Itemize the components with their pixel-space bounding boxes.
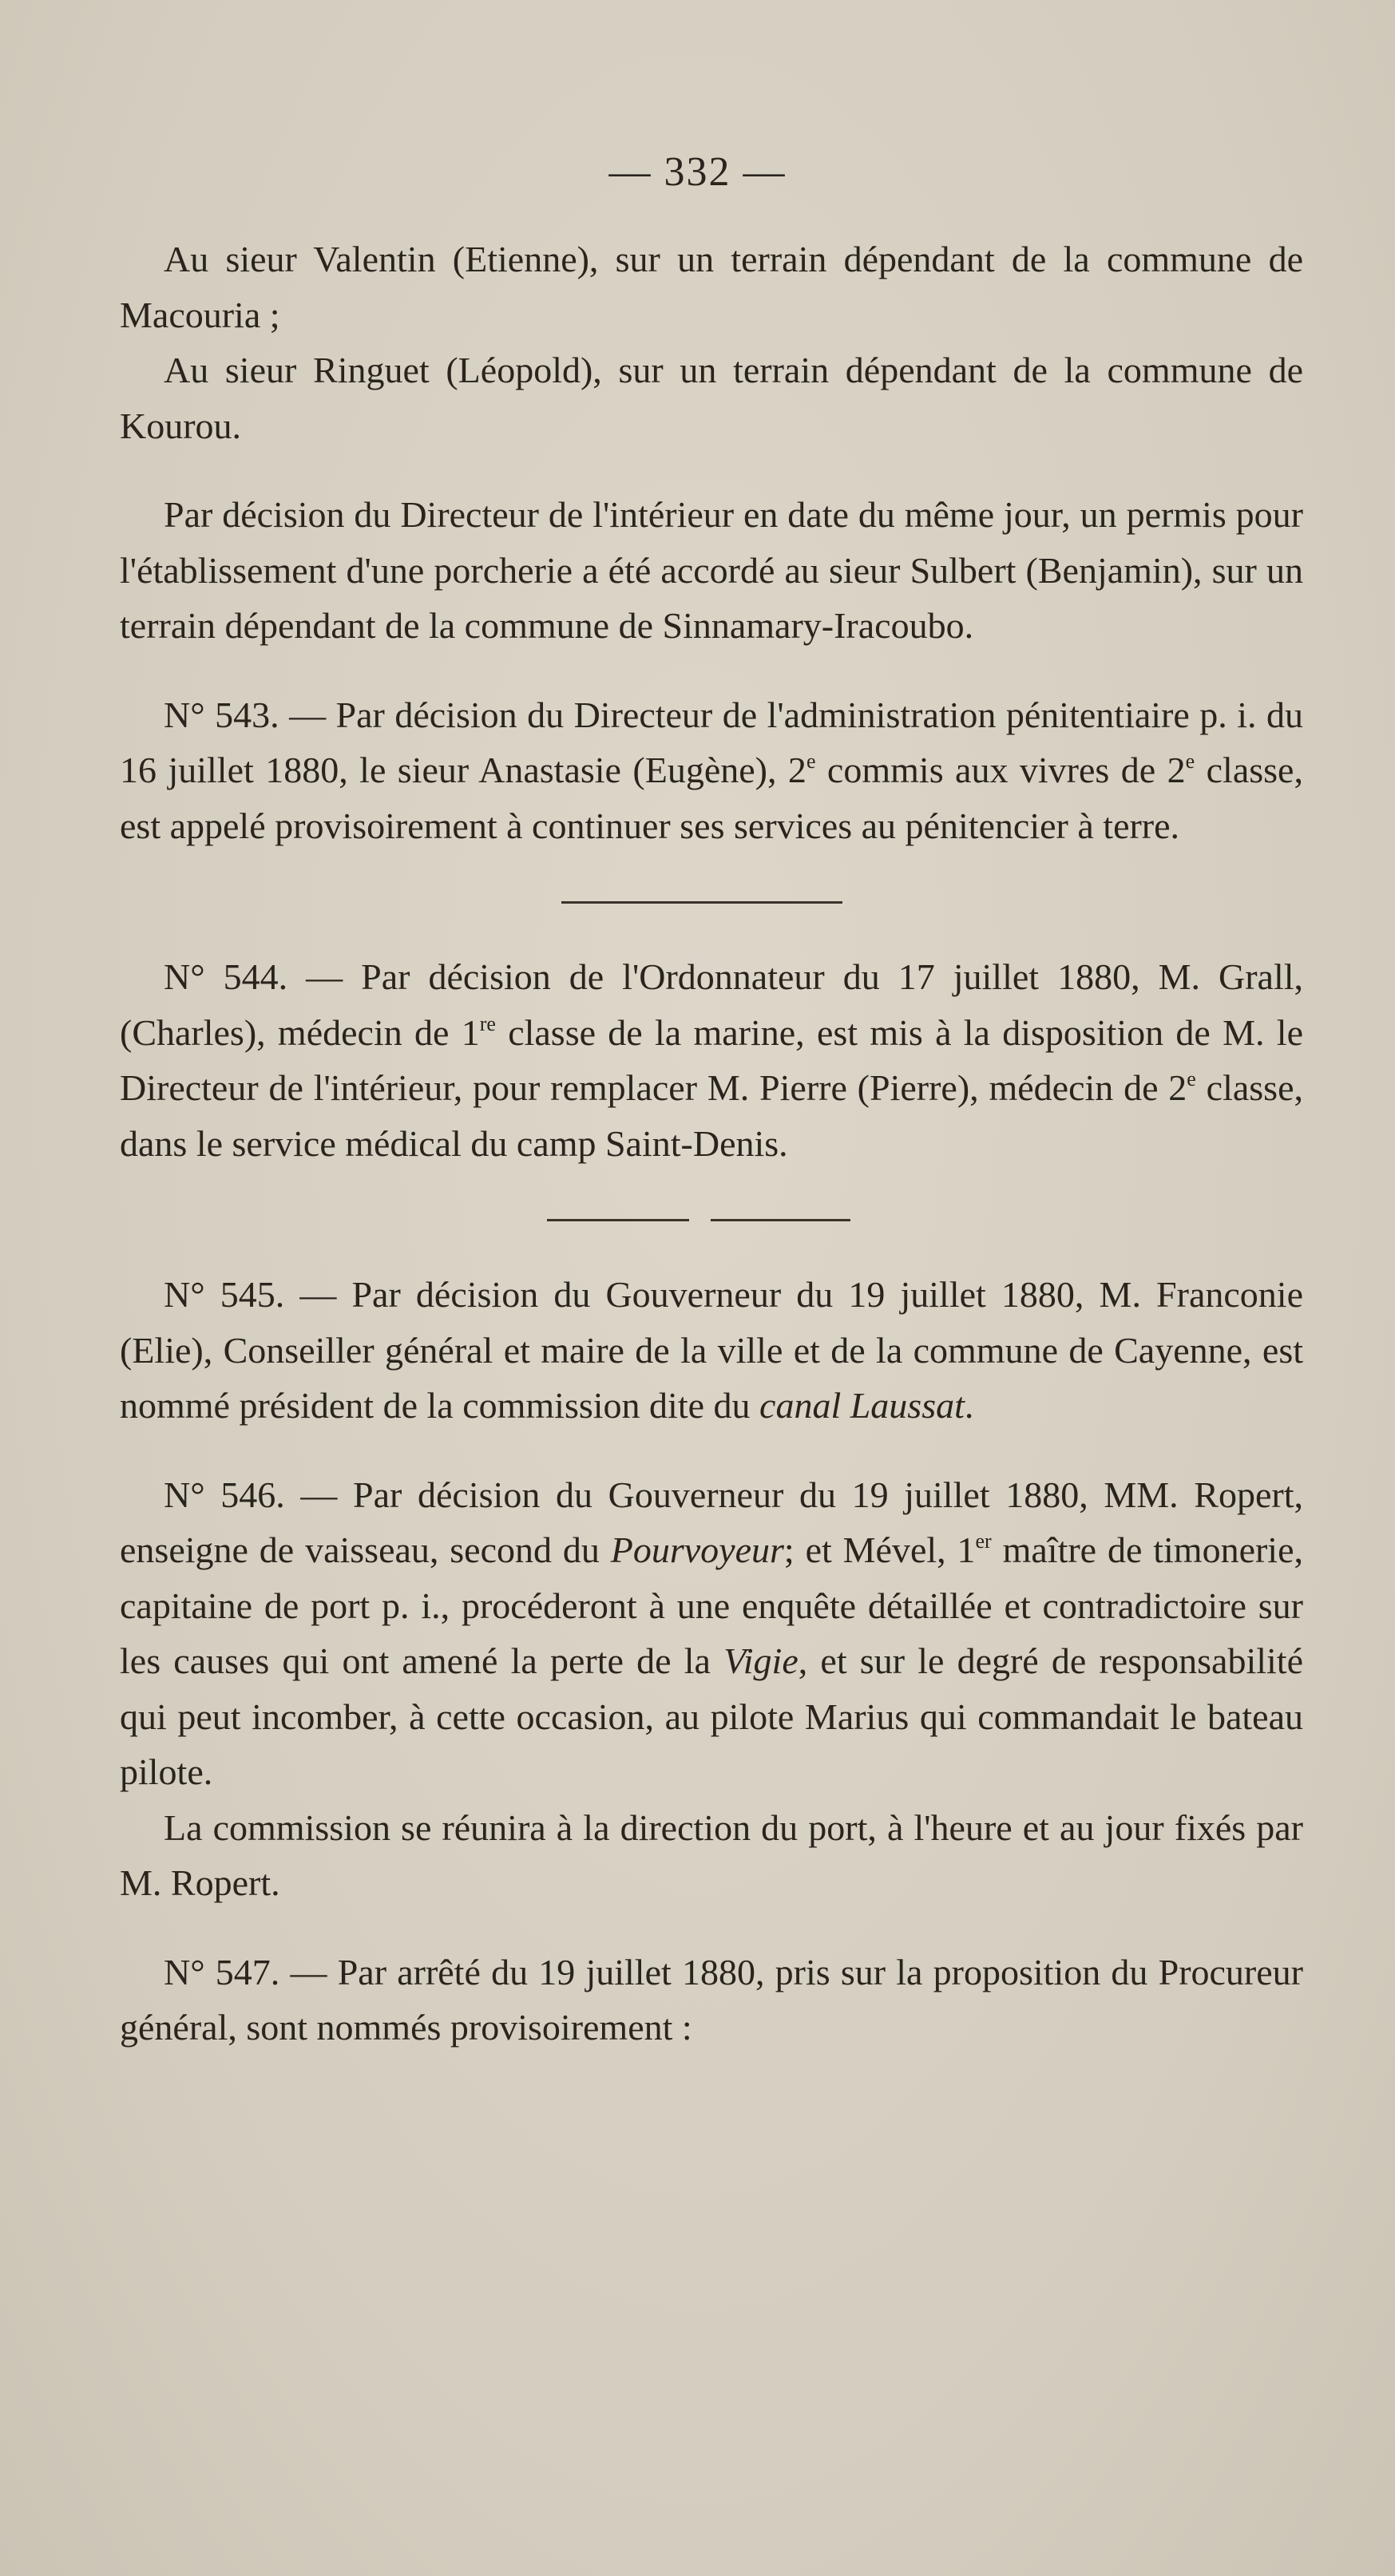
entry-546-italic2: Vigie (723, 1640, 799, 1681)
separator-line-left (547, 1219, 689, 1221)
entry-545-intro: N° 545. — Par décision du Gouverneur du 19 juillet 1880, M. Franconie (Elie), Conseiller général et maire de la ville et de la commune de Cayenne, est nommé président de la commission dite du (120, 1274, 1303, 1426)
separator-2 (120, 1171, 1303, 1267)
separator-1 (120, 853, 1303, 949)
paragraph-543 (120, 687, 1303, 854)
entry-544-mid: classe de la marine, est mis à la disposition de M. le Directeur de l'intérieur, pour remplacer M. Pierre (Pierre), médecin de 2 (120, 1011, 1303, 1108)
entry-545 (120, 1267, 1303, 1434)
entry-543-mid: commis aux vivres de 2 (815, 750, 1186, 790)
entry-543-sup1: e (806, 750, 816, 773)
paragraph-valentin: Au sieur Valentin (Etienne), sur un terrain dépendant de la commune de Macouria ; (120, 239, 1303, 335)
paragraph-porcherie: Par décision du Directeur de l'intérieur en date du même jour, un permis pour l'établissement d'une porcherie a été accordé au sieur Sulbert (Benjamin), sur un terrain dépendant de la commune de Sinnamary-Iracoubo. (120, 494, 1303, 646)
page-number: — 332 — (608, 149, 787, 195)
entry-544-intro: N° 544. — Par décision de l'Ordonnateur du 17 juillet 1880, M. Grall, (Charles), médecin de 1 (120, 956, 1303, 1053)
entry-545-end: . (964, 1385, 974, 1426)
entry-543-end: classe, est appelé provisoirement à continuer ses services au pénitencier à terre. (120, 750, 1303, 846)
paragraph-546 (120, 1467, 1303, 1800)
entry-544-sup2: e (1187, 1067, 1196, 1090)
paragraph-545 (120, 1267, 1303, 1434)
paragraph-permits (120, 231, 1303, 453)
entry-546-part4: , et sur le degré de responsabilité qui peut incomber, à cette occasion, au pilote Marius qui commandait le bateau pilote. (120, 1640, 1303, 1792)
paragraph-547: N° 547. — Par arrêté du 19 juillet 1880, pris sur la proposition du Procureur général, sont nommés provisoirement : (120, 1951, 1303, 2048)
entry-546-sup: er (975, 1529, 992, 1553)
entry-544-end: classe, dans le service médical du camp Saint-Denis. (120, 1067, 1303, 1164)
document-body (120, 231, 1303, 2056)
entry-543-sup2: e (1185, 750, 1195, 773)
separator-line (561, 901, 842, 904)
entry-543 (120, 687, 1303, 854)
entry-545-italic: canal Laussat (759, 1385, 965, 1426)
entry-543-intro: N° 543. — Par décision du Directeur de l'administration pénitentiaire p. i. du 16 juillet 1880, le sieur Anastasie (Eugène), 2 (120, 694, 1303, 790)
entry-546-part3: maître de timonerie, capitaine de port p. i., procéderont à une enquête détaillée et contradictoire sur les causes qui ont amené la perte de la (120, 1529, 1304, 1681)
entry-546-part1: N° 546. — Par décision du Gouverneur du 19 juillet 1880, MM. Ropert, enseigne de vaisseau, second du (120, 1474, 1303, 1570)
entry-544-sup1: re (479, 1011, 496, 1035)
paragraph-porcherie-block (120, 487, 1303, 654)
entry-547 (120, 1945, 1303, 2056)
entry-546 (120, 1467, 1303, 1911)
paragraph-546-commission: La commission se réunira à la direction du port, à l'heure et au jour fixés par M. Ropert. (120, 1806, 1303, 1903)
entry-546-italic1: Pourvoyeur (610, 1529, 784, 1570)
entry-544 (120, 949, 1303, 1171)
separator-line-right (711, 1219, 850, 1221)
entry-546-part2: ; et Mével, 1 (783, 1529, 976, 1570)
paragraph-544 (120, 949, 1303, 1171)
paragraph-ringuet: Au sieur Ringuet (Léopold), sur un terrain dépendant de la commune de Kourou. (120, 350, 1303, 446)
